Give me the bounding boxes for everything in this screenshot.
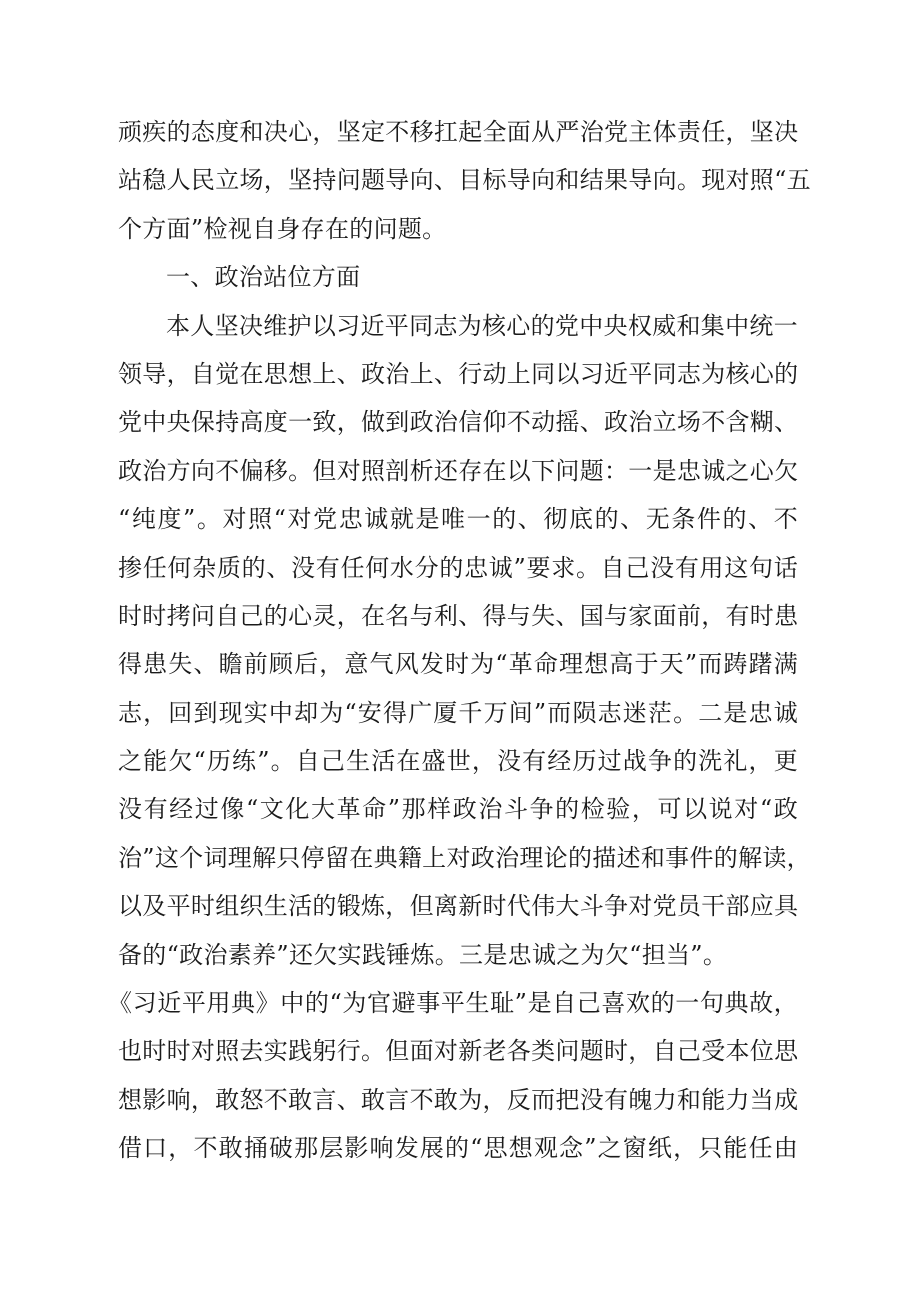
text-line: 《习近平用典》中的“为官避事平生耻”是自己喜欢的一句典故，	[108, 989, 798, 1018]
text-line: 借口，不敢捅破那层影响发展的“思想观念”之窗纸，只能任由	[118, 1134, 798, 1163]
text-line: 站稳人民立场，坚持问题导向、目标导向和结果导向。现对照“五	[118, 166, 811, 195]
text-line: 政治方向不偏移。但对照剖析还存在以下问题：一是忠诚之心欠	[118, 456, 799, 485]
text-line: 没有经过像“文化大革命”那样政治斗争的检验，可以说对“政	[118, 795, 798, 824]
section-heading: 一、政治站位方面	[166, 263, 361, 292]
text-line: 之能欠“历练”。自己生活在盛世，没有经历过战争的洗礼，更	[118, 747, 798, 776]
text-line: 掺任何杂质的、没有任何水分的忠诚”要求。自己没有用这句话	[118, 553, 798, 582]
text-line: 备的“政治素养”还欠实践锤炼。三是忠诚之为欠“担当”。	[118, 940, 728, 969]
text-line: 本人坚决维护以习近平同志为核心的党中央权威和集中统一	[166, 311, 798, 340]
text-line: 顽疾的态度和决心，坚定不移扛起全面从严治党主体责任，坚决	[118, 118, 799, 146]
text-line: 志，回到现实中却为“安得广厦千万间”而陨志迷茫。二是忠诚	[118, 698, 798, 727]
text-line: “纯度”。对照“对党忠诚就是唯一的、彻底的、无条件的、不	[118, 505, 798, 534]
text-line: 想影响，敢怒不敢言、敢言不敢为，反而把没有魄力和能力当成	[118, 1085, 799, 1114]
text-line: 领导，自觉在思想上、政治上、行动上同以习近平同志为核心的	[118, 359, 799, 388]
text-line: 党中央保持高度一致，做到政治信仰不动摇、政治立场不含糊、	[118, 408, 799, 437]
text-line: 以及平时组织生活的锻炼，但离新时代伟大斗争对党员干部应具	[118, 892, 799, 921]
text-line: 个方面”检视自身存在的问题。	[118, 214, 447, 243]
text-line: 也时时对照去实践躬行。但面对新老各类问题时，自己受本位思	[118, 1037, 799, 1066]
text-line: 治”这个词理解只停留在典籍上对政治理论的描述和事件的解读，	[118, 843, 811, 872]
text-line: 时时拷问自己的心灵，在名与利、得与失、国与家面前，有时患	[118, 601, 799, 630]
text-line: 得患失、瞻前顾后，意气风发时为“革命理想高于天”而踌躇满	[118, 650, 798, 679]
body-text	[108, 108, 811, 1173]
